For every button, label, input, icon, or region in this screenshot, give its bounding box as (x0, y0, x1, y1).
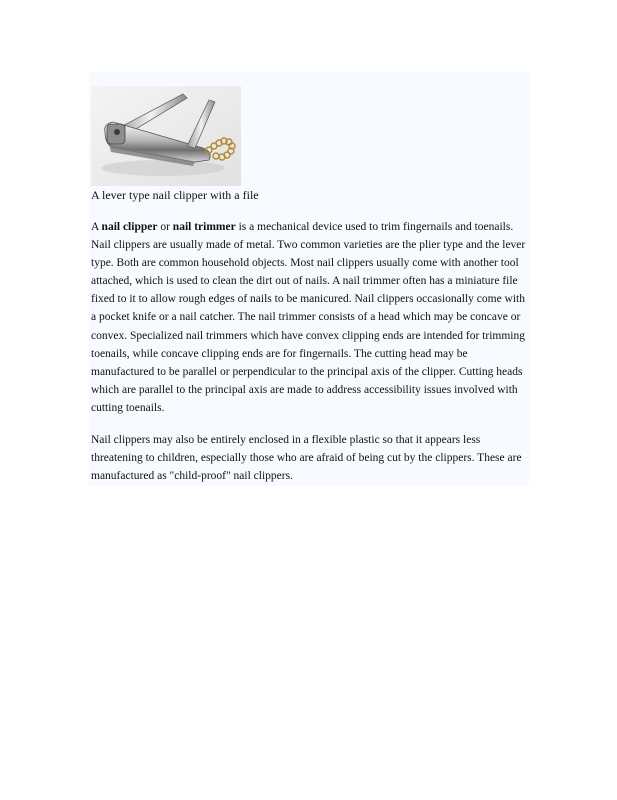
nail-clipper-illustration (91, 86, 241, 186)
article-panel (89, 72, 529, 486)
paragraph-1-lead: A (91, 221, 102, 233)
term-nail-trimmer: nail trimmer (172, 221, 236, 233)
figure-caption: A lever type nail clipper with a file (91, 188, 259, 202)
paragraph-2: Nail clippers may also be entirely enclosed in a flexible plastic so that it appears less threatening to children, especially those who are afraid of being cut by the clippers. These are manufactured as "child-proof" nail clippers. (91, 434, 522, 483)
paragraph-1 (91, 218, 529, 417)
term-nail-clipper: nail clipper (101, 221, 158, 233)
paragraph-1-mid: or (157, 221, 173, 233)
paragraph-1-body: is a mechanical device used to trim fingernails and toenails. Nail clippers are usually made of metal. Two common varieties are the plier type and the lever type. Both are common household objects. Most nail clippers usually come with another tool attached, which is used to clean the dirt out of nails. A nail trimmer often has a miniature file fixed to it to allow rough edges of nails to be manicured. Nail clippers occasionally come with a pocket knife or a nail catcher. The nail trimmer consists of a head which may be concave or convex. Specialized nail trimmers which have convex clipping ends are intended for trimming toenails, while concave clipping ends are for fingernails. The cutting head may be manufactured to be parallel or perpendicular to the principal axis of the clipper. Cutting heads which are parallel to the principal axis are made to address accessibility issues involved with cutting toenails. (91, 221, 526, 414)
nail-clipper-photo (91, 86, 241, 186)
